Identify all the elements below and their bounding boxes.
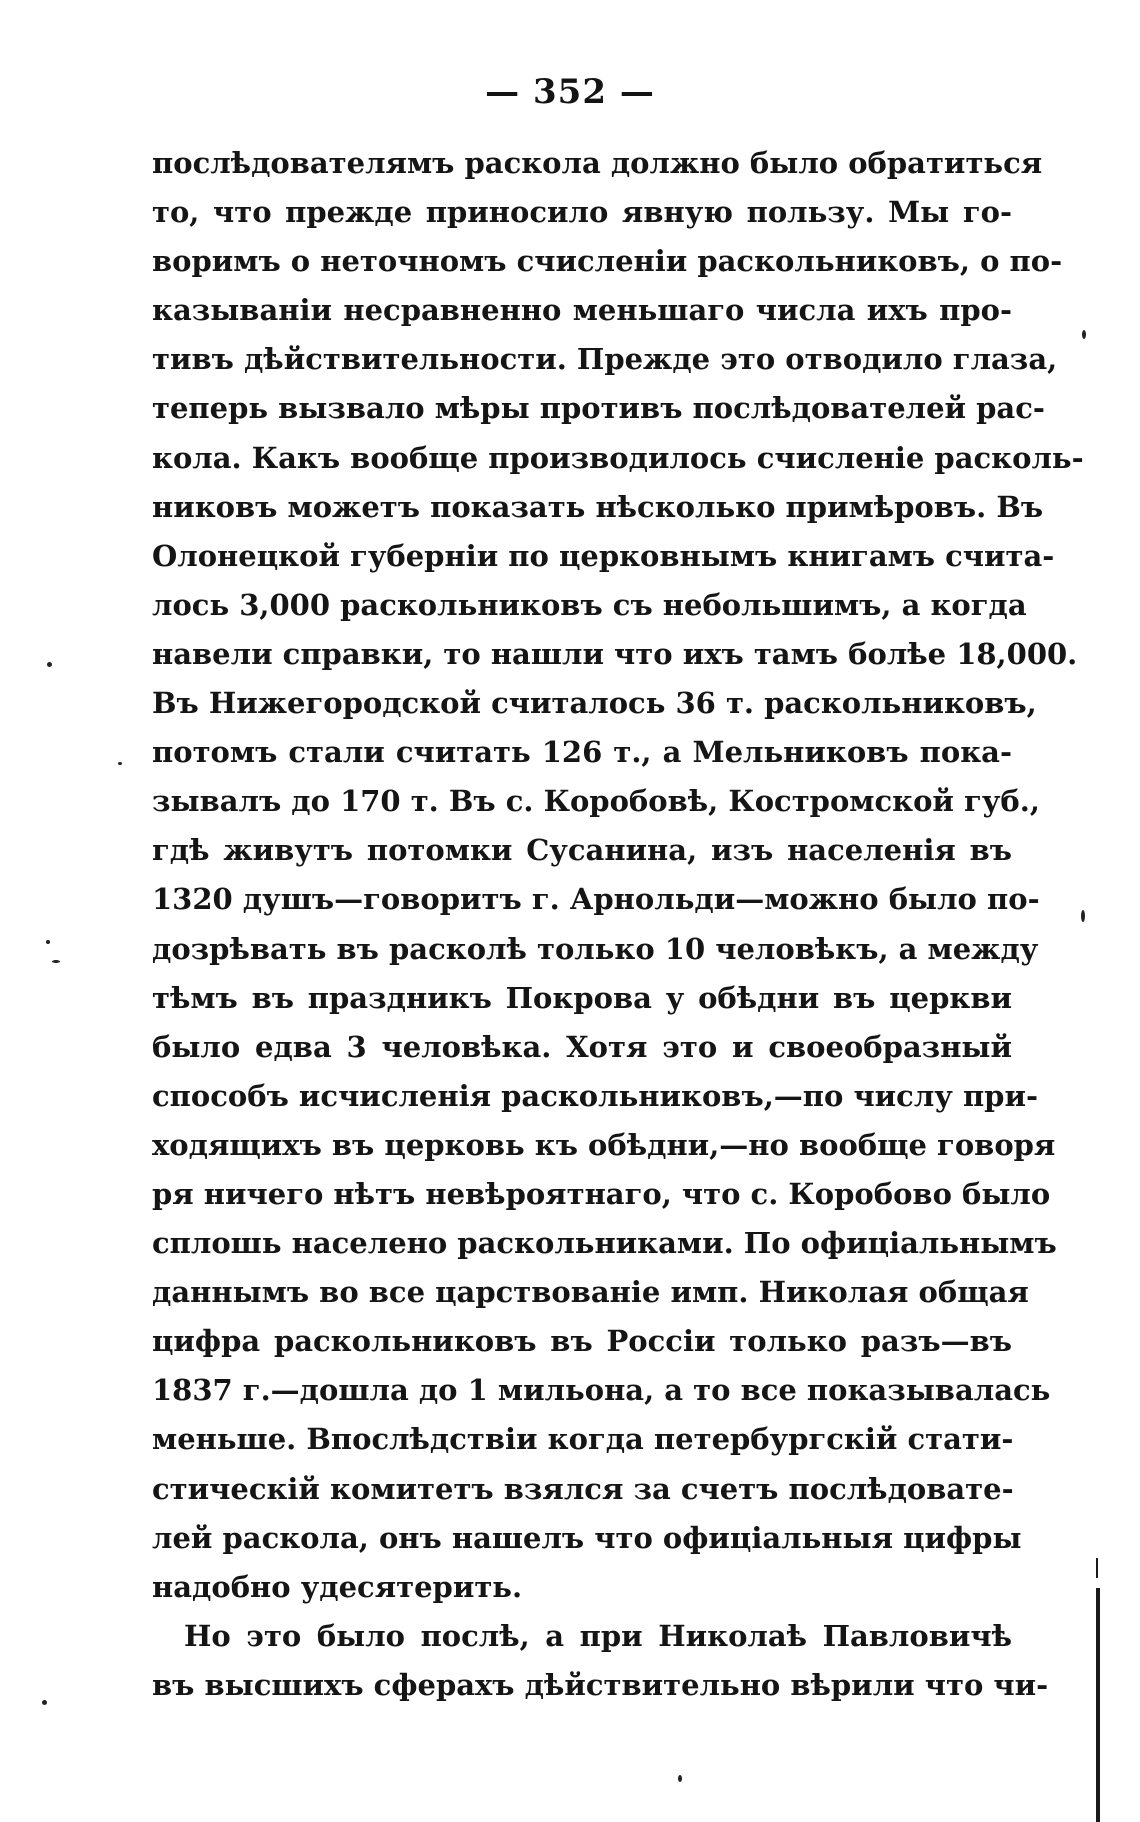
scan-speck [1082,330,1086,339]
text-line: даннымъ во все царствованіе имп. Николая общая [152,1275,1029,1310]
scan-speck [47,662,52,667]
text-line: стическій комитетъ взялся за счетъ послѣдовате- [152,1471,1014,1506]
text-line: сплошь населено раскольниками. По офиціальнымъ [152,1226,1057,1261]
text-line: въ высшихъ сферахъ дѣйствительно вѣрили что чи- [152,1667,1049,1702]
page-edge-mark [1096,1558,1098,1578]
text-line: навели справки, то нашли что ихъ тамъ болѣе 18,000. [152,636,1078,671]
text-line: казываніи несравненно меньшаго числа ихъ про- [152,293,1012,328]
scan-speck [1081,910,1085,922]
text-line: то, что прежде приносило явную пользу. Мы го- [152,195,1012,230]
text-line: гдѣ живутъ потомки Сусанина, изъ населенія въ [152,833,1012,868]
text-line: никовъ можетъ показать нѣсколько примѣровъ. Въ [152,489,1044,524]
text-line: лось 3,000 раскольниковъ съ небольшимъ, а когда [152,587,1027,622]
text-line: тѣмъ въ праздникъ Покрова у обѣдни въ церкви [152,980,1012,1015]
text-line: способъ исчисленія раскольниковъ,—по числу при- [152,1078,1039,1113]
text-line: ходящихъ въ церковь къ обѣдни,—но вообще говоря [152,1127,1056,1162]
text-line: тивъ дѣйствительности. Прежде это отводило глаза, [152,342,1058,377]
page-edge-mark [1096,1588,1100,1822]
scan-speck [42,1700,47,1705]
text-line: цифра раскольниковъ въ Россіи только разъ—въ [152,1324,1012,1359]
text-line: кола. Какъ вообще производилось счисленіе расколь- [152,440,1084,475]
text-line: надобно удесятерить. [152,1569,523,1604]
text-line: зывалъ до 170 т. Въ с. Коробовѣ, Костромской губ., [152,784,1040,819]
scan-speck [52,960,60,963]
text-line: 1320 душъ—говоритъ г. Арнольди—можно было по- [152,882,1040,917]
text-line: ря ничего нѣтъ невѣроятнаго, что с. Коробово было [152,1176,1051,1211]
text-line: послѣдователямъ раскола должно было обратиться [152,146,1043,180]
scan-speck [46,940,50,944]
text-line: было едва 3 человѣка. Хотя это и своеобразный [152,1029,1012,1064]
scan-speck [118,762,122,765]
text-line: потомъ стали считать 126 т., а Мельниковъ пока- [152,735,1012,770]
scan-speck [678,1775,682,1782]
text-line: Въ Нижегородской считалось 36 т. раскольниковъ, [152,686,1037,721]
text-line: теперь вызвало мѣры противъ послѣдователей рас- [152,391,1045,426]
text-line: воримъ о неточномъ счисленіи раскольниковъ, о по- [152,244,1063,279]
page-number: — 352 — [485,72,655,112]
text-line: Но это было послѣ, а при Николаѣ Павловичѣ [184,1618,1012,1653]
text-line: 1837 г.—дошла до 1 мильона, а то все показывалась [152,1373,1051,1408]
body-text [152,139,1084,1710]
text-line: меньше. Впослѣдствіи когда петербургскій стати- [152,1422,1014,1457]
text-line: лей раскола, онъ нашелъ что офиціальныя цифры [152,1520,1022,1555]
text-line: дозрѣвать въ расколѣ только 10 человѣкъ, а между [152,931,1039,966]
text-line: Олонецкой губерніи по церковнымъ книгамъ счита- [152,538,1055,573]
